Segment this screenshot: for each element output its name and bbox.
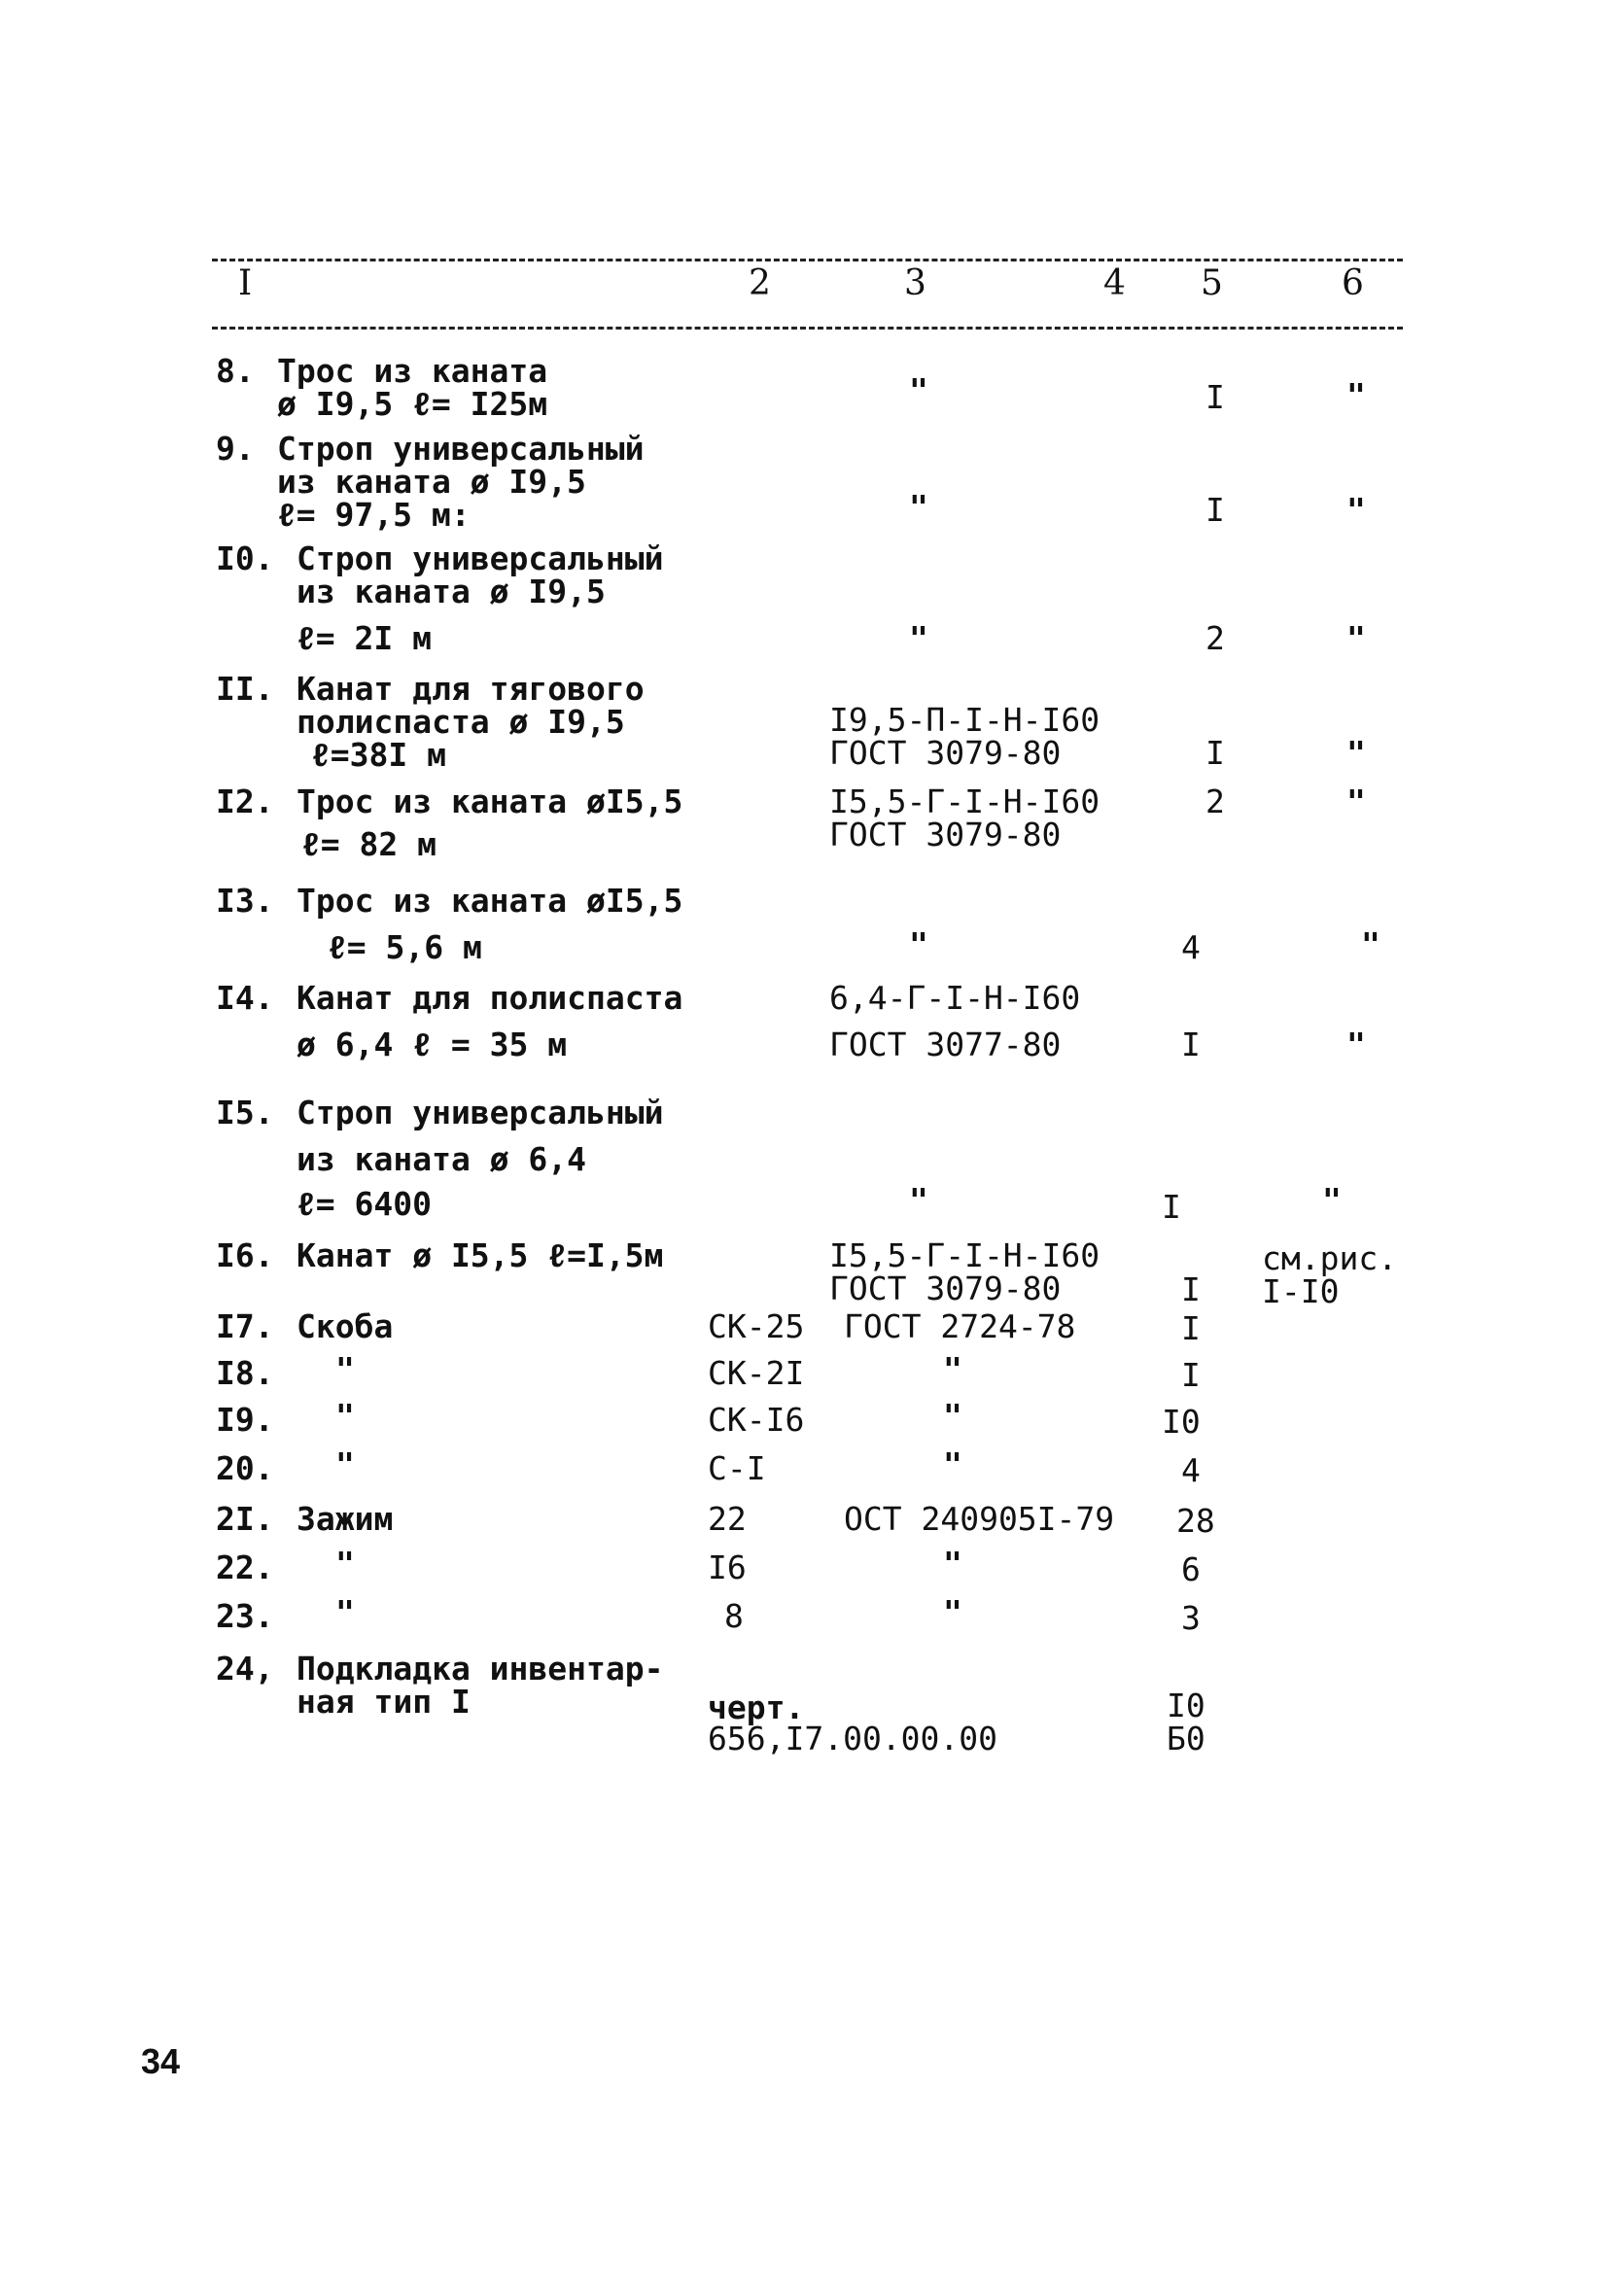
- row-qty: I: [1205, 491, 1225, 529]
- row-qty: I0 Б0: [1167, 1687, 1205, 1757]
- row-note: ": [1346, 734, 1366, 772]
- row-col2: СК-2I: [708, 1354, 805, 1392]
- row-name: ": [335, 1545, 355, 1583]
- row-note: ": [1322, 1181, 1342, 1219]
- row-col3: ": [909, 488, 928, 526]
- table-header-rule: [212, 327, 1403, 330]
- row-number: 23.: [216, 1597, 274, 1635]
- row-col3: I5,5-Г-I-Н-I60 ГОСТ 3079-80: [829, 1236, 1100, 1307]
- row-col2: СК-I6: [708, 1401, 805, 1439]
- row-col3: I5,5-Г-I-Н-I60 ГОСТ 3079-80: [829, 783, 1100, 853]
- row-qty: I: [1181, 1026, 1201, 1063]
- row-number: 2I.: [216, 1500, 274, 1538]
- row-qty: 6: [1181, 1550, 1201, 1588]
- row-col2: 8: [724, 1597, 744, 1635]
- row-number: I3.: [216, 882, 274, 920]
- row-col3: 6,4-Г-I-Н-I60 ГОСТ 3077-80: [829, 979, 1081, 1063]
- row-col3: I9,5-П-I-Н-I60 ГОСТ 3079-80: [829, 701, 1100, 772]
- row-number: I6.: [216, 1236, 274, 1274]
- row-name: Трос из каната ø I9,5 ℓ= I25м: [277, 352, 548, 423]
- row-name: Канат для полиспаста ø 6,4 ℓ = 35 м: [297, 979, 683, 1063]
- row-qty: I0: [1162, 1403, 1201, 1441]
- row-col2: СК-25: [708, 1307, 805, 1345]
- header-col-5: 5: [1201, 263, 1223, 303]
- row-number: 22.: [216, 1548, 274, 1586]
- row-name: ": [335, 1593, 355, 1631]
- row-number: I4.: [216, 979, 274, 1017]
- row-col3: ": [943, 1593, 962, 1631]
- row-qty: I: [1162, 1188, 1181, 1226]
- row-name: Канат для тягового полиспаста ø I9,5 ℓ=38I м: [297, 670, 645, 774]
- row-number: 8.: [216, 352, 255, 390]
- row-qty: I: [1205, 378, 1225, 416]
- row-number: 24,: [216, 1650, 274, 1687]
- row-number: I9.: [216, 1401, 274, 1439]
- row-note: ": [1346, 376, 1366, 414]
- row-col2: С-I: [708, 1449, 766, 1487]
- row-qty: 4: [1181, 1451, 1201, 1489]
- row-name: Строп универсальный из каната ø 6,4 ℓ= 6400: [297, 1094, 664, 1223]
- header-col-3: 3: [904, 263, 926, 303]
- table-top-rule: [212, 259, 1403, 261]
- row-name: Скоба: [297, 1307, 394, 1345]
- row-name: Трос из каната øI5,5 ℓ= 5,6 м: [297, 882, 683, 966]
- row-col3: ": [943, 1445, 962, 1483]
- row-note: см.рис. I-I0: [1262, 1239, 1398, 1310]
- row-qty: I: [1205, 734, 1225, 772]
- row-qty: I: [1181, 1356, 1201, 1394]
- row-note: ": [1361, 925, 1380, 963]
- row-name: ": [335, 1350, 355, 1388]
- row-number: II.: [216, 670, 274, 708]
- row-number: I8.: [216, 1354, 274, 1392]
- row-name: Подкладка инвентар- ная тип I: [297, 1650, 664, 1721]
- row-name: ": [335, 1397, 355, 1435]
- row-name: Канат ø I5,5 ℓ=I,5м: [297, 1236, 664, 1274]
- row-col3: 656,I7.00.00.00: [708, 1720, 998, 1757]
- row-name: Строп универсальный из каната ø I9,5 ℓ= 2I м: [297, 539, 664, 657]
- row-col3: ": [909, 925, 928, 963]
- row-qty: 2: [1205, 783, 1225, 820]
- row-name: ": [335, 1445, 355, 1483]
- row-number: 20.: [216, 1449, 274, 1487]
- row-col2: черт.: [708, 1688, 805, 1726]
- row-name: Строп универсальный из каната ø I9,5 ℓ= 97,5 м:: [277, 430, 645, 534]
- header-col-1: I: [238, 263, 253, 303]
- row-qty: 4: [1181, 928, 1201, 966]
- row-col3: ГОСТ 2724-78: [844, 1307, 1076, 1345]
- row-number: I0.: [216, 539, 274, 577]
- row-col3: ": [943, 1397, 962, 1435]
- header-col-2: 2: [749, 263, 771, 303]
- header-col-6: 6: [1342, 263, 1364, 303]
- row-number: 9.: [216, 430, 255, 468]
- header-col-4: 4: [1103, 263, 1126, 303]
- row-col2: 22: [708, 1500, 747, 1538]
- row-note: ": [1346, 783, 1366, 820]
- row-col3: ": [909, 371, 928, 409]
- row-col3: ": [909, 1181, 928, 1219]
- row-qty: I: [1181, 1270, 1201, 1308]
- row-qty: 28: [1176, 1502, 1215, 1540]
- row-qty: 3: [1181, 1599, 1201, 1637]
- row-number: I7.: [216, 1307, 274, 1345]
- row-name: Зажим: [297, 1500, 394, 1538]
- page-number: 34: [141, 2041, 181, 2081]
- row-qty: 2: [1205, 619, 1225, 657]
- row-col3: ОСТ 240905I-79: [844, 1500, 1115, 1538]
- row-col2: I6: [708, 1548, 747, 1586]
- row-number: I5.: [216, 1094, 274, 1131]
- row-note: ": [1346, 619, 1366, 657]
- row-name: Трос из каната øI5,5 ℓ= 82 м: [297, 783, 683, 863]
- row-qty: I: [1181, 1309, 1201, 1347]
- row-note: ": [1346, 1026, 1366, 1063]
- row-col3: ": [909, 619, 928, 657]
- row-number: I2.: [216, 783, 274, 820]
- row-note: ": [1346, 491, 1366, 529]
- row-col3: ": [943, 1545, 962, 1583]
- row-col3: ": [943, 1350, 962, 1388]
